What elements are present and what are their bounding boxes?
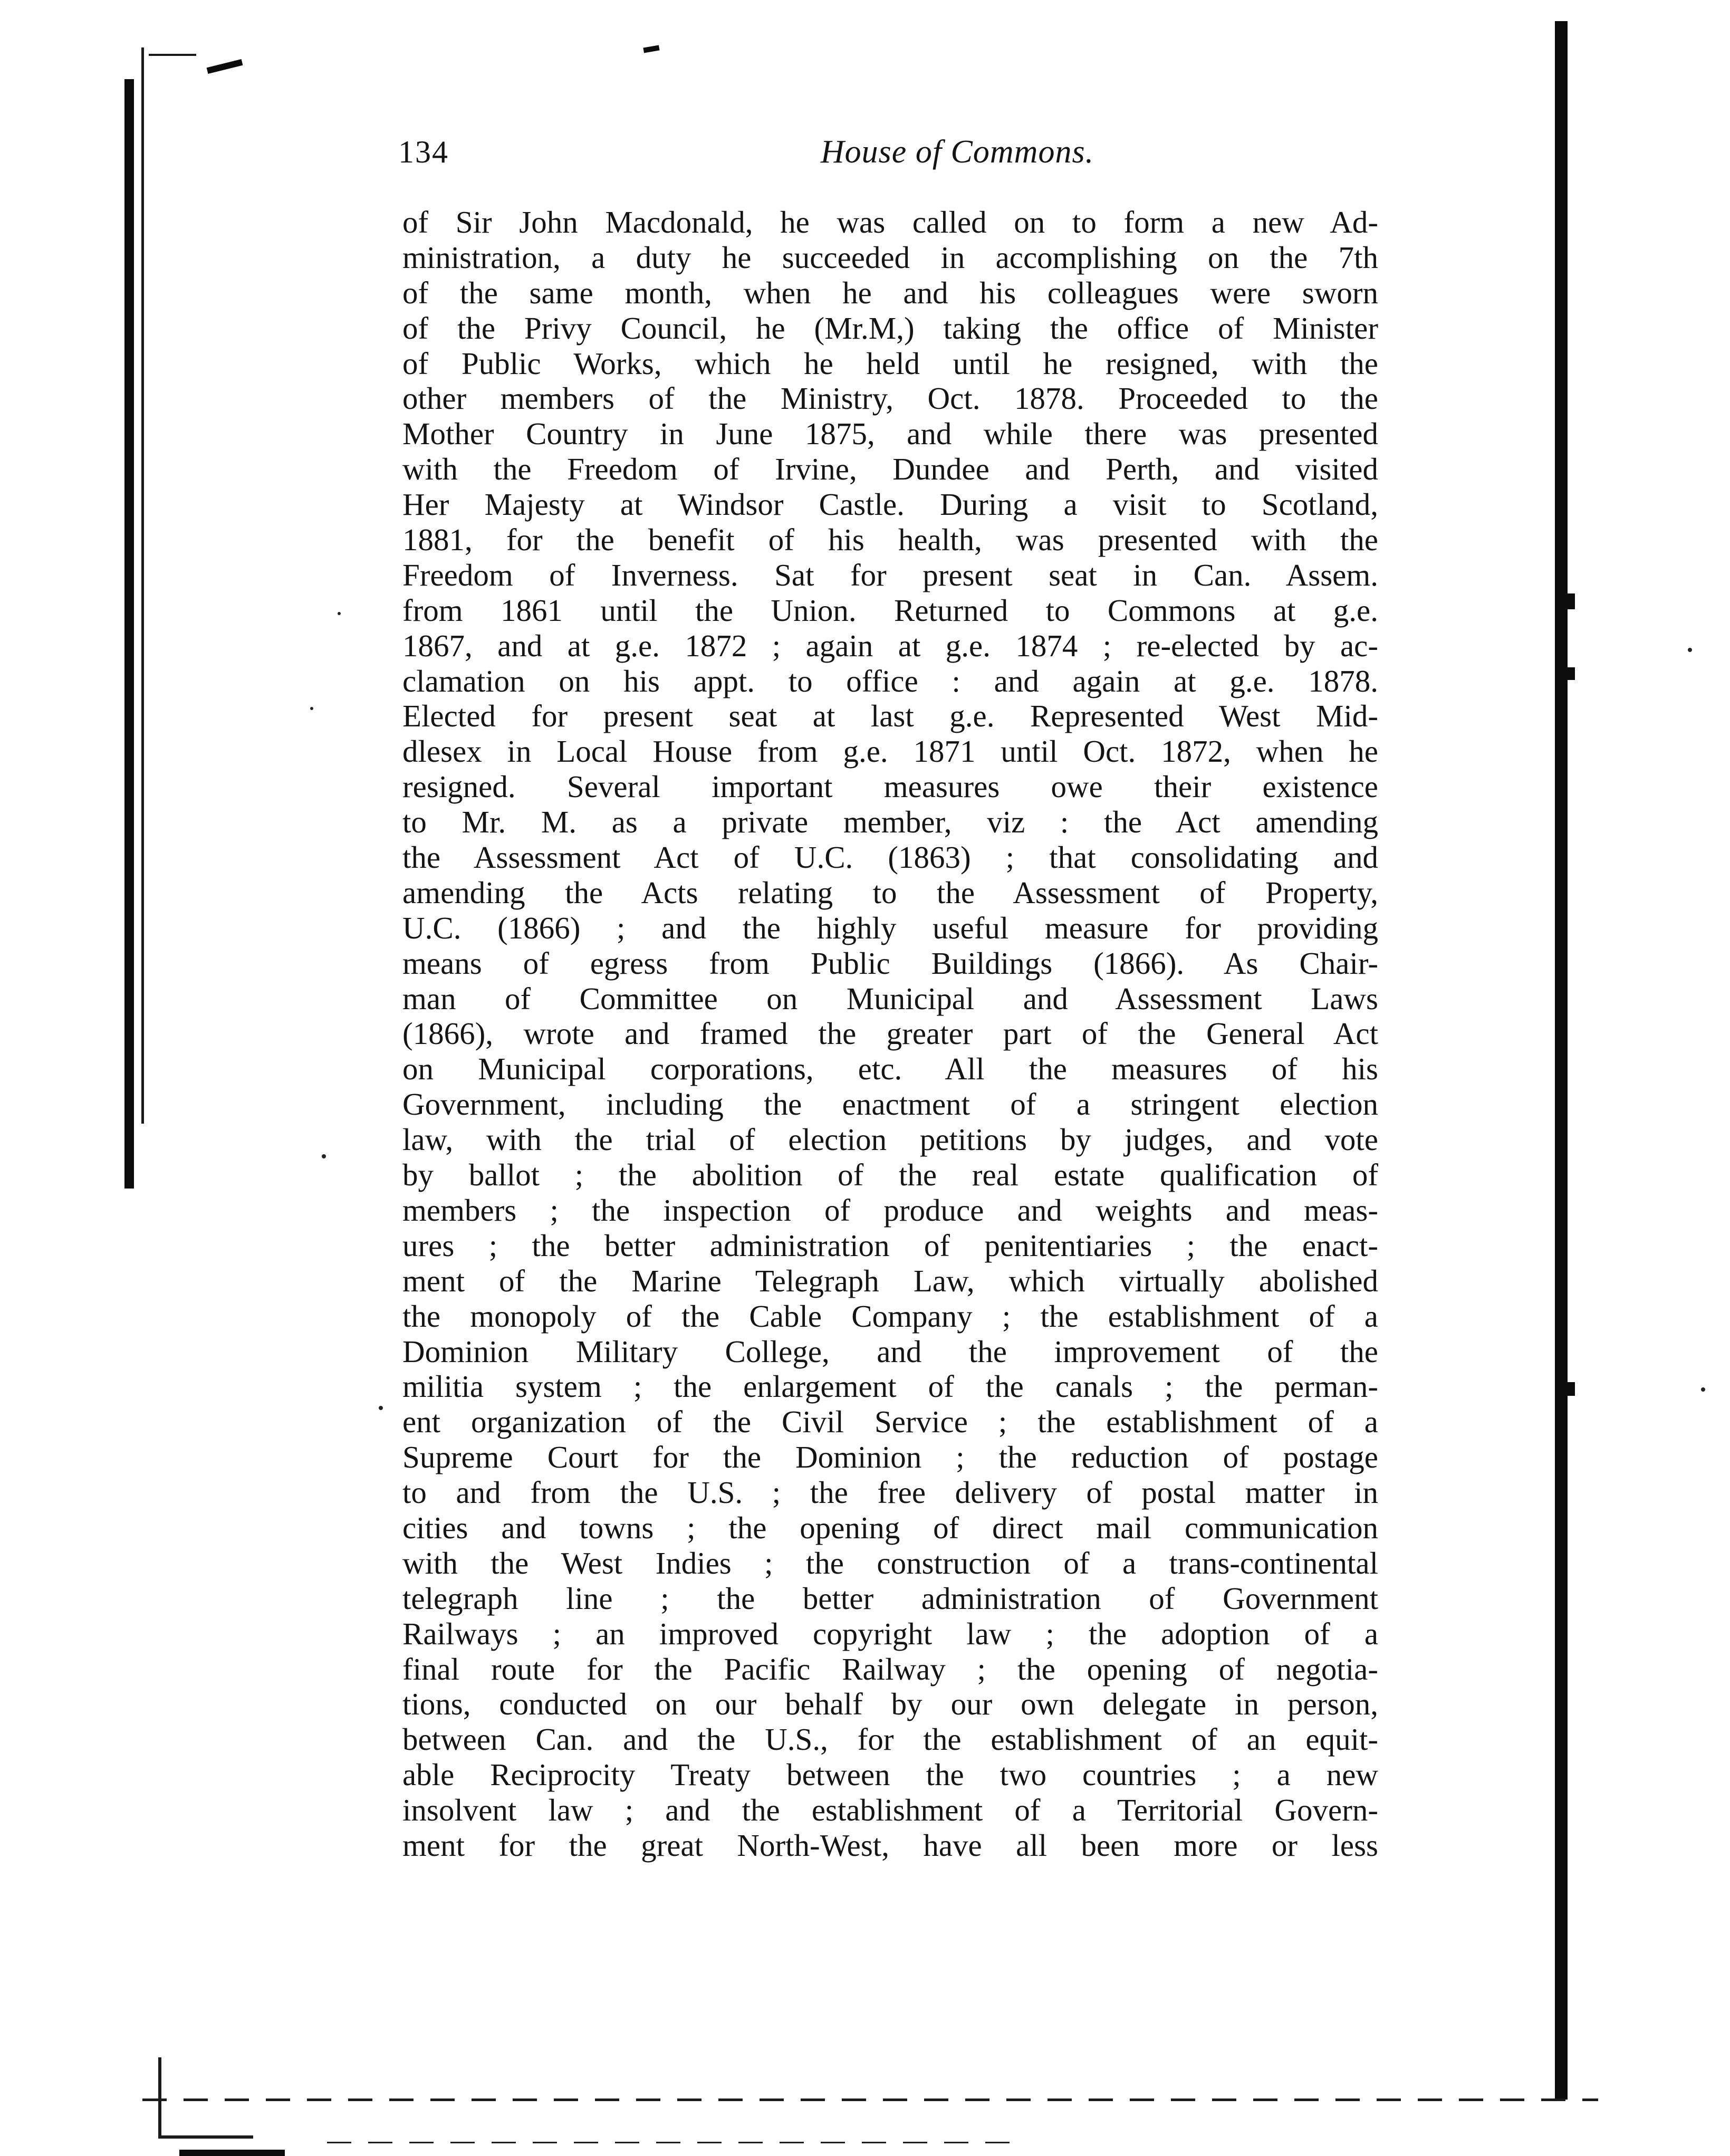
text-line: 1867, and at g.e. 1872 ; again at g.e. 1874 ; re-elected by ac- <box>402 628 1378 663</box>
text-line: U.C. (1866) ; and the highly useful measure for providing <box>402 910 1378 945</box>
speck <box>310 707 313 710</box>
running-title: House of Commons. <box>820 134 1094 170</box>
bottom-dashed-line-lower <box>327 2142 1013 2143</box>
text-line: ment of the Marine Telegraph Law, which virtually abolished <box>402 1263 1378 1298</box>
text-line: telegraph line ; the better administration of Government <box>402 1580 1378 1616</box>
text-line: to and from the U.S. ; the free delivery of postal matter in <box>402 1475 1378 1510</box>
text-line: Freedom of Inverness. Sat for present seat in Can. Assem. <box>402 557 1378 592</box>
running-head <box>398 131 1448 173</box>
text-line: man of Committee on Municipal and Assessment Laws <box>402 981 1378 1016</box>
text-line: with the West Indies ; the construction of a trans-continental <box>402 1545 1378 1580</box>
bottom-dashed-line <box>142 2098 1598 2101</box>
text-line: of Sir John Macdonald, he was called on to form a new Ad- <box>402 205 1378 239</box>
text-line: of the same month, when he and his colleagues were sworn <box>402 275 1378 310</box>
text-line: resigned. Several important measures owe their existence <box>402 769 1378 804</box>
speck <box>379 1406 383 1410</box>
top-center-smudge <box>643 45 659 53</box>
top-left-smudge <box>207 59 243 74</box>
text-line: Dominion Military College, and the improvement of the <box>402 1334 1378 1369</box>
text-line: ment for the great North-West, have all been more or less <box>402 1827 1378 1863</box>
speck <box>338 612 341 615</box>
speck <box>322 1154 326 1158</box>
page-number: 134 <box>398 135 449 169</box>
text-line: by ballot ; the abolition of the real estate qualification of <box>402 1157 1378 1193</box>
bottom-left-blocks <box>179 2150 285 2156</box>
text-line: able Reciprocity Treaty between the two countries ; a new <box>402 1757 1378 1793</box>
top-left-mark <box>149 54 196 56</box>
text-line: to Mr. M. as a private member, viz : the Act amending <box>402 804 1378 840</box>
text-line: dlesex in Local House from g.e. 1871 until Oct. 1872, when he <box>402 734 1378 769</box>
text-line: 1881, for the benefit of his health, was presented with the <box>402 522 1378 558</box>
text-line: Supreme Court for the Dominion ; the reduction of postage <box>402 1440 1378 1475</box>
text-line: cities and towns ; the opening of direct mail communication <box>402 1510 1378 1545</box>
text-line: the monopoly of the Cable Company ; the establishment of a <box>402 1298 1378 1334</box>
text-line: of the Privy Council, he (Mr.M,) taking the office of Minister <box>402 310 1378 346</box>
text-line: Her Majesty at Windsor Castle. During a visit to Scotland, <box>402 487 1378 522</box>
text-line: ministration, a duty he succeeded in accomplishing on the 7th <box>402 239 1378 275</box>
bottom-rule <box>158 2135 253 2139</box>
text-line: from 1861 until the Union. Returned to Commons at g.e. <box>402 592 1378 628</box>
right-binding-edge <box>1555 21 1568 2100</box>
text-line: militia system ; the enlargement of the canals ; the perman- <box>402 1369 1378 1404</box>
text-line: final route for the Pacific Railway ; the opening of negotia- <box>402 1651 1378 1687</box>
speck <box>1688 648 1692 652</box>
left-binding-edge <box>124 79 134 1179</box>
text-line: on Municipal corporations, etc. All the measures of his <box>402 1051 1378 1087</box>
left-border-line-lower <box>158 2057 161 2136</box>
speck <box>1701 1387 1705 1392</box>
right-edge-notch-1 <box>1568 593 1575 609</box>
text-line: Railways ; an improved copyright law ; the adoption of a <box>402 1616 1378 1651</box>
text-line: clamation on his appt. to office : and again at g.e. 1878. <box>402 663 1378 698</box>
text-line: (1866), wrote and framed the greater part of the General Act <box>402 1016 1378 1051</box>
body-text <box>402 205 1378 1863</box>
text-line: other members of the Ministry, Oct. 1878. Proceeded to the <box>402 381 1378 416</box>
left-binding-edge-lower <box>124 1132 134 1189</box>
text-line: Government, including the enactment of a stringent election <box>402 1087 1378 1122</box>
text-line: of Public Works, which he held until he resigned, with the <box>402 346 1378 381</box>
text-line: insolvent law ; and the establishment of a Territorial Govern- <box>402 1793 1378 1828</box>
text-line: members ; the inspection of produce and weights and meas- <box>402 1192 1378 1228</box>
text-line: tions, conducted on our behalf by our own delegate in person, <box>402 1687 1378 1722</box>
left-border-line <box>141 47 144 1124</box>
right-edge-notch-2 <box>1568 667 1575 680</box>
text-line: amending the Acts relating to the Assessment of Property, <box>402 875 1378 910</box>
text-line: Elected for present seat at last g.e. Represented West Mid- <box>402 698 1378 734</box>
text-line: the Assessment Act of U.C. (1863) ; that consolidating and <box>402 840 1378 875</box>
text-line: between Can. and the U.S., for the establishment of an equit- <box>402 1722 1378 1757</box>
text-line: ent organization of the Civil Service ; the establishment of a <box>402 1404 1378 1440</box>
text-line: law, with the trial of election petitions by judges, and vote <box>402 1122 1378 1157</box>
text-line: Mother Country in June 1875, and while there was presented <box>402 416 1378 452</box>
text-line: with the Freedom of Irvine, Dundee and Perth, and visited <box>402 452 1378 487</box>
text-line: ures ; the better administration of penitentiaries ; the enact- <box>402 1228 1378 1263</box>
right-edge-notch-3 <box>1568 1382 1575 1396</box>
text-line: means of egress from Public Buildings (1866). As Chair- <box>402 945 1378 981</box>
